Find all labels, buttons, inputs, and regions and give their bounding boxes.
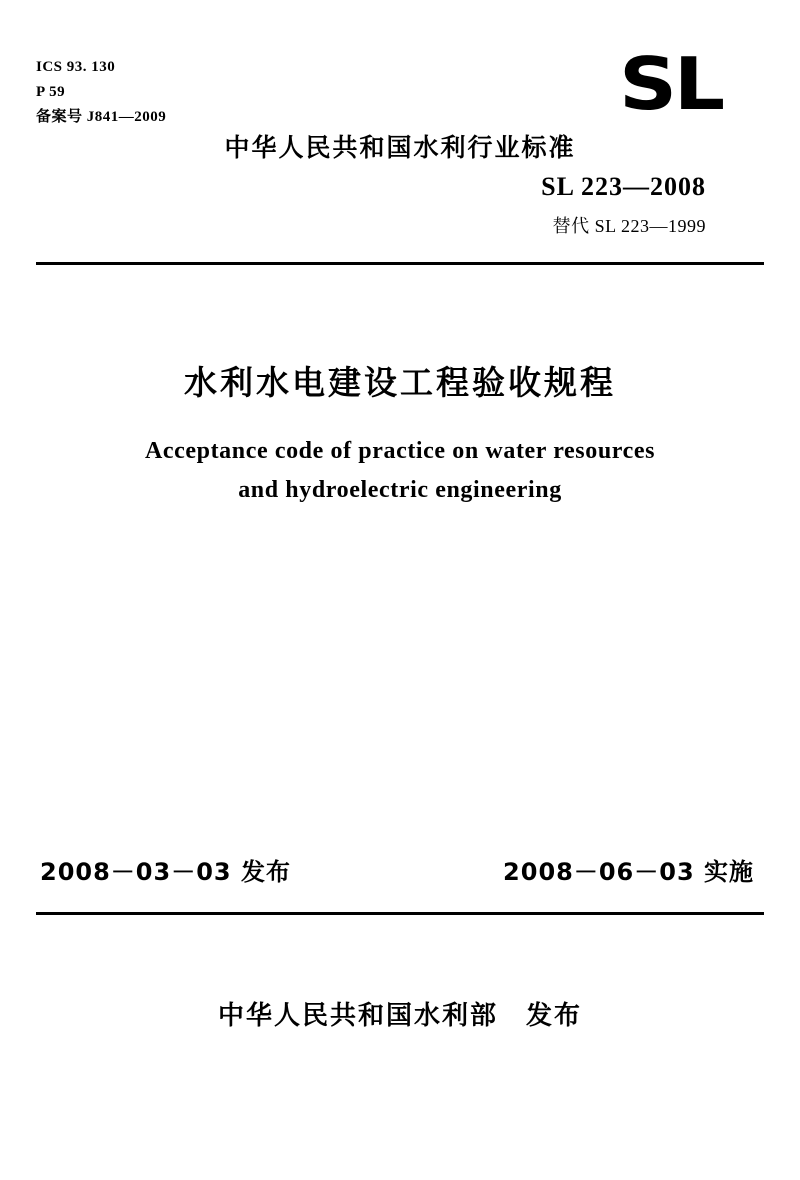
standard-replaces: 替代 SL 223—1999 xyxy=(552,216,706,236)
sl-logo: SL xyxy=(619,42,722,126)
effective-date: 2008－06－03 实施 xyxy=(503,858,754,886)
divider-top xyxy=(36,262,764,265)
issue-date: 2008－03－03 发布 xyxy=(40,858,291,886)
publisher: 中华人民共和国水利部 发布 xyxy=(217,1001,582,1031)
title-english-line2: and hydroelectric engineering xyxy=(238,477,562,503)
record-number: 备案号 J841—2009 xyxy=(36,109,167,125)
title-chinese: 水利水电建设工程验收规程 xyxy=(184,363,616,402)
title-english-line1: Acceptance code of practice on water resources xyxy=(144,438,656,464)
header-meta-block xyxy=(36,55,166,130)
standard-number: SL 223—2008 xyxy=(541,172,706,201)
divider-bottom xyxy=(36,912,764,915)
series-title: 中华人民共和国水利行业标准 xyxy=(224,133,576,162)
ics-code: ICS 93. 130 xyxy=(36,59,116,75)
classification-code: P 59 xyxy=(36,84,66,100)
title-english xyxy=(0,432,800,510)
